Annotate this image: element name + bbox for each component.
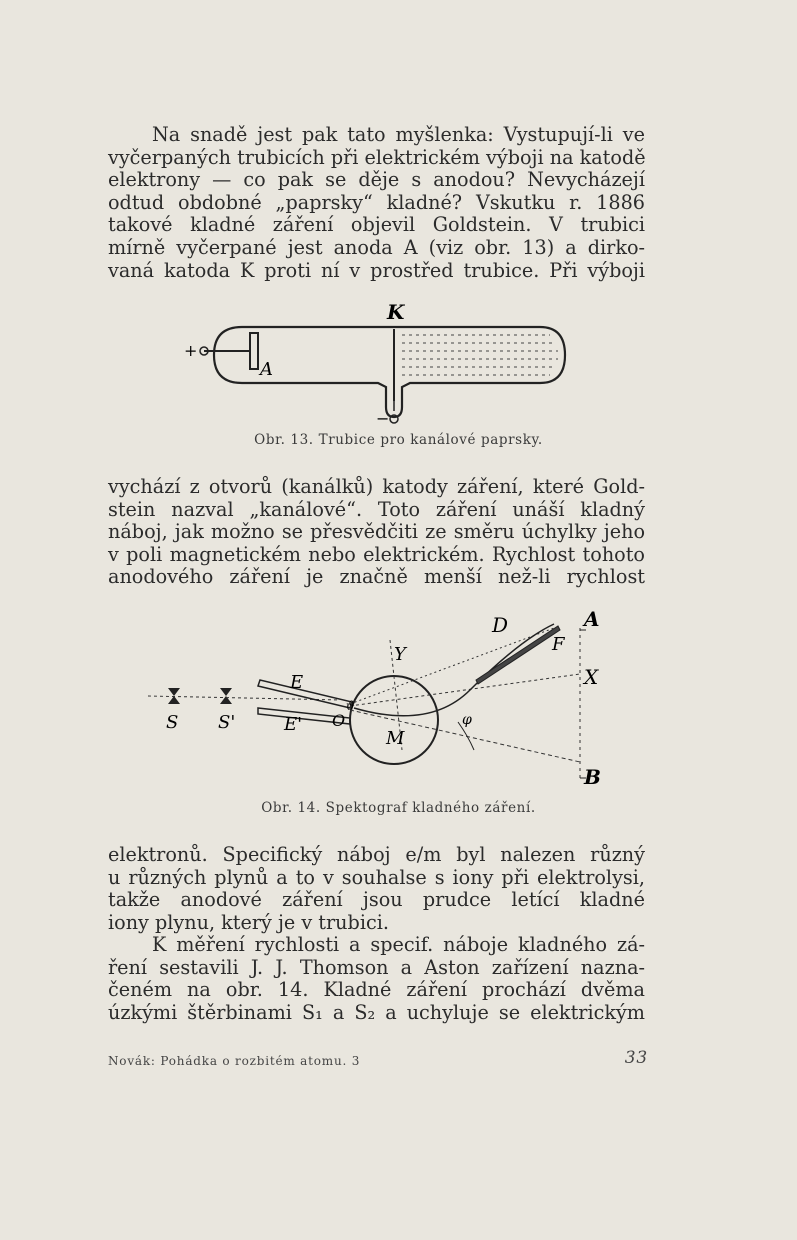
label-plus: +: [184, 341, 198, 360]
text-line: odtud obdobné „paprsky“ kladné? Vskutku r. 1886: [108, 190, 645, 214]
label-d: D: [492, 613, 509, 637]
text-line: takže anodové záření jsou prudce letící kladné: [108, 888, 645, 912]
label-m: M: [386, 728, 405, 749]
text-line: v poli magnetickém nebo elektrickém. Rychlost tohoto: [108, 542, 645, 566]
paragraph-1: [108, 124, 645, 282]
text-line: elektronů. Specifický náboj e/m byl nalezen různý: [108, 843, 645, 866]
label-k: K: [387, 300, 405, 324]
text-line: vyčerpaných trubicích při elektrickém výboji na katodě: [108, 145, 646, 169]
text-line: takové kladné záření objevil Goldstein. V trubici: [108, 213, 645, 237]
label-minus: −: [376, 409, 390, 428]
page-footer: [108, 1048, 648, 1078]
label-e: E: [290, 672, 304, 693]
text-line: vaná katoda K proti ní v prostřed trubice. Při výboji: [108, 258, 645, 282]
text-line: K měření rychlosti a specif. náboje kladného zá-: [152, 933, 645, 956]
label-y: Y: [394, 644, 406, 665]
text-line: vychází z otvorů (kanálků) katody záření, které Gold-: [108, 475, 645, 498]
text-line: stein nazval „kanálové“. Toto záření unáší kladný: [108, 497, 645, 521]
paragraph-3: [108, 844, 645, 934]
footer-signature: Novák: Pohádka o rozbitém atomu. 3: [108, 1054, 361, 1068]
label-a: A: [584, 607, 600, 631]
figure-13-tube-diagram: [180, 295, 580, 430]
label-phi: φ: [462, 712, 472, 728]
figure-13-caption: Obr. 13. Trubice pro kanálové paprsky.: [254, 432, 543, 448]
text-line: anodového záření je značně menší než-li rychlost: [108, 565, 645, 589]
slit-s: [168, 688, 180, 704]
slit-s2: [220, 688, 232, 704]
ray-to-d: [350, 628, 554, 704]
plate-d: [476, 626, 560, 684]
label-s2: S': [218, 712, 236, 733]
page-number: 33: [624, 1048, 648, 1068]
text-line: Na snadě jest pak tato myšlenka: Vystupují-li ve: [152, 123, 645, 146]
paragraph-4: [108, 934, 645, 1024]
text-line: náboj, jak možno se přesvědčiti ze směru úchylky jeho: [108, 520, 645, 544]
paragraph-2: [108, 476, 645, 589]
plate-e: [258, 680, 352, 708]
label-x: X: [584, 665, 599, 689]
text-line: u různých plynů a to v souhalse s iony při elektrolysi,: [108, 865, 645, 889]
figure-14-spectrograph-diagram: [140, 600, 620, 800]
text-line: úzkými štěrbinami S₁ a S₂ a uchyluje se elektrickým: [108, 1000, 645, 1024]
label-s: S: [166, 712, 179, 733]
label-f: F: [552, 634, 565, 655]
label-b: B: [584, 765, 601, 789]
label-o: O: [332, 711, 346, 730]
channel-rays: [402, 335, 558, 375]
anode-plate: [250, 333, 258, 369]
label-a: A: [260, 359, 273, 380]
text-line: iony plynu, který je v trubici.: [108, 910, 389, 934]
text-line: čeném na obr. 14. Kladné záření prochází dvěma: [108, 978, 645, 1002]
label-e2: E': [284, 714, 303, 735]
text-line: elektrony — co pak se děje s anodou? Nevycházejí: [108, 168, 645, 192]
figure-14-caption: Obr. 14. Spektograf kladného záření.: [261, 800, 536, 816]
label-theta: ϑ: [346, 699, 355, 713]
ray-to-x: [350, 674, 580, 706]
deflected-ray: [354, 624, 554, 716]
text-line: ření sestavili J. J. Thomson a Aston zařízení nazna-: [108, 955, 645, 979]
text-line: mírně vyčerpané jest anoda A (viz obr. 13) a dirko-: [108, 235, 645, 259]
